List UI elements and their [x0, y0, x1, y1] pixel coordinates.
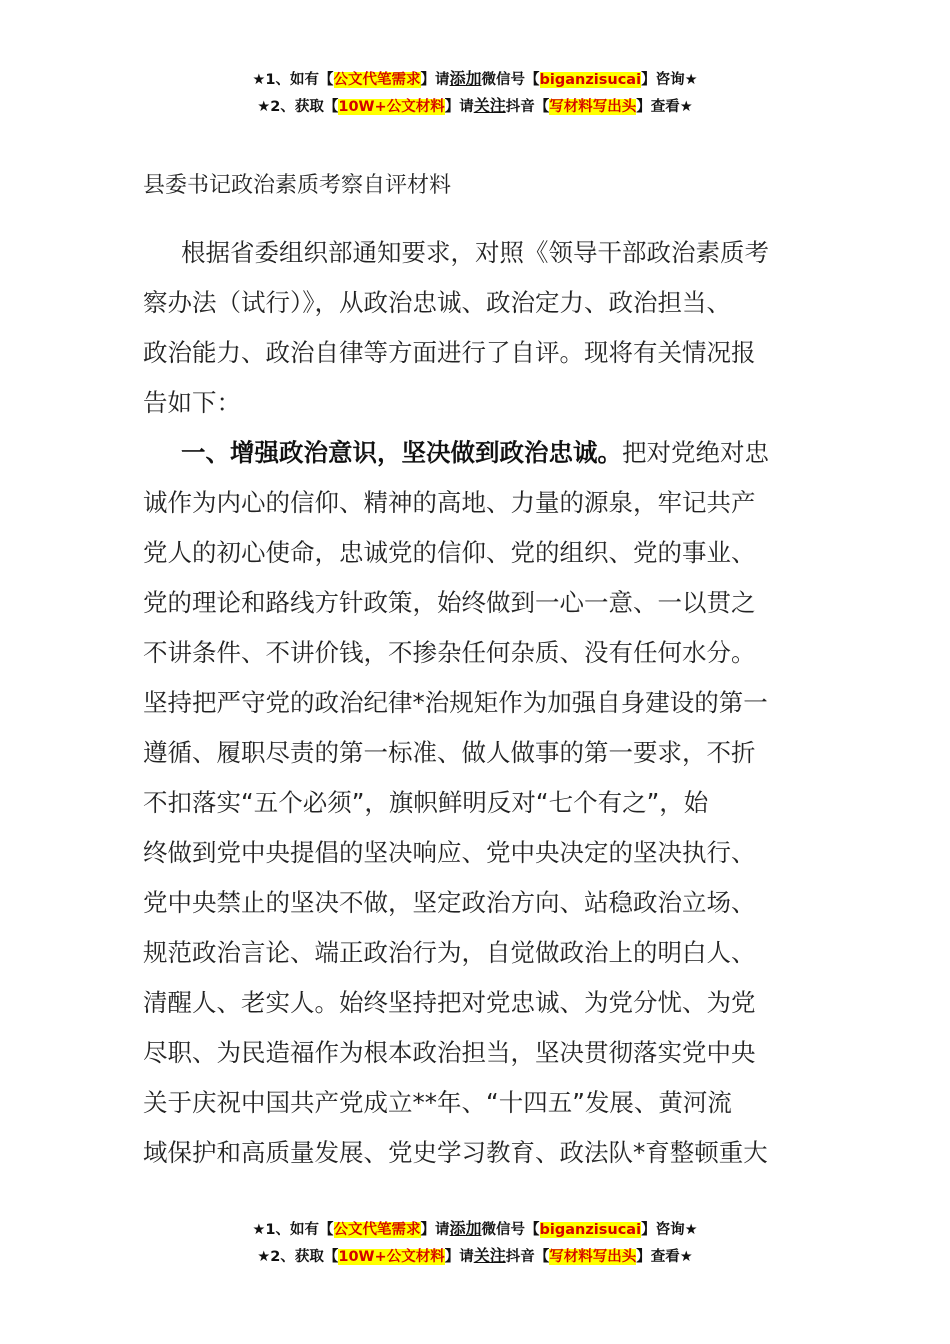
section-heading: 一、增强政治意识，坚决做到政治忠诚。: [181, 438, 622, 467]
body-line: 党人的初心使命，忠诚党的信仰、党的组织、党的事业、: [143, 538, 756, 567]
promo-line-2: [0, 93, 950, 120]
promo-text: 抖音【: [505, 1249, 550, 1265]
section-lead-text: 把对党绝对忠: [622, 438, 769, 467]
promo-line-2: [0, 1243, 950, 1270]
body-line: 尽职、为民造福作为根本政治担当，坚决贯彻落实党中央: [143, 1038, 756, 1067]
star-icon: ★: [252, 72, 266, 88]
promo-underlined: 添加: [449, 69, 482, 88]
promo-underlined: 添加: [449, 1219, 482, 1238]
body-line: 告如下：: [143, 388, 241, 417]
promo-douyin-name: 写材料写出头: [549, 1249, 637, 1265]
promo-text: 】查看★: [636, 99, 693, 115]
body-line: 察办法（试行）》，从政治忠诚、政治定力、政治担当、: [143, 288, 731, 317]
star-icon: ★: [252, 1222, 266, 1238]
promo-douyin-name: 写材料写出头: [549, 99, 637, 115]
promo-text: 抖音【: [505, 99, 550, 115]
promo-text: 】请: [444, 99, 474, 115]
promo-underlined: 关注: [473, 1246, 506, 1265]
promo-highlight: 10W+公文材料: [338, 99, 445, 115]
promo-text: 1、如有【: [265, 1222, 334, 1238]
promo-text: 】请: [444, 1249, 474, 1265]
document-title: 县委书记政治素质考察自评材料: [143, 173, 452, 198]
promo-underlined: 关注: [473, 96, 506, 115]
promo-text: 】请: [420, 1222, 450, 1238]
body-line: 遵循、履职尽责的第一标准、做人做事的第一要求，不折: [143, 738, 756, 767]
promo-text: 】请: [420, 72, 450, 88]
footer-promo-banner: [0, 1216, 950, 1270]
promo-text: 】咨询★: [641, 72, 698, 88]
promo-text: 】查看★: [636, 1249, 693, 1265]
header-promo-banner: [0, 66, 950, 120]
star-icon: ★: [257, 1249, 271, 1265]
body-line: 不扣落实“五个必须”，旗帜鲜明反对“七个有之”，始: [143, 788, 709, 817]
promo-text: 微信号【: [481, 72, 540, 88]
promo-line-1: [0, 1216, 950, 1243]
body-line: 清醒人、老实人。始终坚持把对党忠诚、为党分忧、为党: [143, 988, 756, 1017]
promo-text: 2、获取【: [270, 99, 339, 115]
body-line: 党的理论和路线方针政策，始终做到一心一意、一以贯之: [143, 588, 756, 617]
section-heading-line: [143, 428, 813, 478]
promo-wechat-id: biganzisucai: [539, 1222, 642, 1238]
body-line: 党中央禁止的坚决不做，坚定政治方向、站稳政治立场、: [143, 888, 756, 917]
document-body: [143, 228, 813, 1178]
body-line: 政治能力、政治自律等方面进行了自评。现将有关情况报: [143, 338, 756, 367]
body-line: 终做到党中央提倡的坚决响应、党中央决定的坚决执行、: [143, 838, 756, 867]
promo-highlight: 10W+公文材料: [338, 1249, 445, 1265]
body-line: 诚作为内心的信仰、精神的高地、力量的源泉，牢记共产: [143, 488, 756, 517]
promo-line-1: [0, 66, 950, 93]
promo-highlight: 公文代笔需求: [333, 1222, 421, 1238]
promo-wechat-id: biganzisucai: [539, 72, 642, 88]
body-line: 坚持把严守党的政治纪律*治规矩作为加强自身建设的第一: [143, 688, 768, 717]
body-line: 关于庆祝中国共产党成立**年、“十四五”发展、黄河流: [143, 1088, 732, 1117]
body-line: 域保护和高质量发展、党史学习教育、政法队*育整顿重大: [143, 1138, 768, 1167]
promo-text: 2、获取【: [270, 1249, 339, 1265]
star-icon: ★: [257, 99, 271, 115]
promo-text: 微信号【: [481, 1222, 540, 1238]
promo-highlight: 公文代笔需求: [333, 72, 421, 88]
promo-text: 】咨询★: [641, 1222, 698, 1238]
body-line: 规范政治言论、端正政治行为，自觉做政治上的明白人、: [143, 938, 756, 967]
body-line: 根据省委组织部通知要求，对照《领导干部政治素质考: [181, 238, 769, 267]
promo-text: 1、如有【: [265, 72, 334, 88]
body-line: 不讲条件、不讲价钱，不掺杂任何杂质、没有任何水分。: [143, 638, 756, 667]
